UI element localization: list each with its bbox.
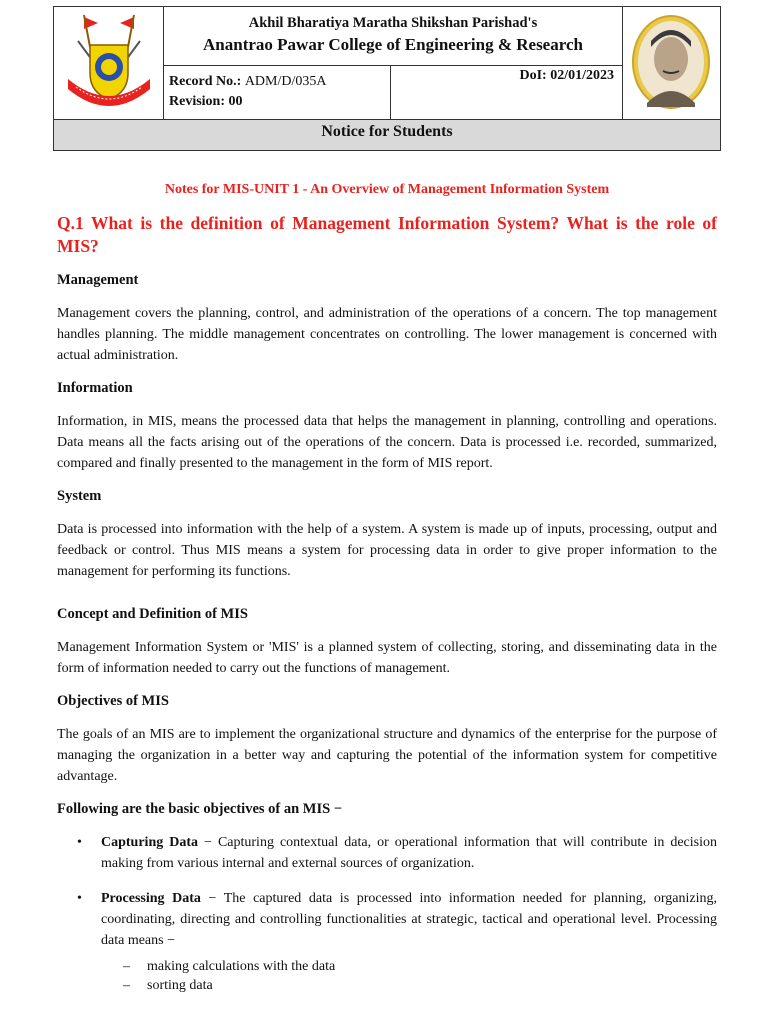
section-heading-management: Management [57,272,139,288]
notice-bar [54,119,720,150]
section-heading-objectives: Objectives of MIS [57,693,169,709]
founder-portrait-icon [623,7,719,117]
record-number [164,72,390,92]
photo-cell [622,7,720,119]
objective-text: − Capturing contextual data, or operational information that will contribute in decision making from various internal and external sources of organization. [101,835,717,871]
section-heading-concept: Concept and Definition of MIS [57,606,248,622]
section-body-concept: Management Information System or 'MIS' is a planned system of collecting, storing, and disseminating data in the form of information needed to carry out the functions of management. [57,640,717,676]
record-value: ADM/D/035A [244,74,327,89]
college-emblem-icon [54,7,164,119]
date-of-issue: DoI: 02/01/2023 [519,68,614,83]
doc-subtitle: Notes for MIS-UNIT 1 - An Overview of Management Information System [164,182,610,197]
doi-cell [391,65,622,119]
section-body-information: Information, in MIS, means the processed data that helps the management in planning, controlling and operations. Data means all the facts arising out of the operations of the concern. Data is processed i.e. recorded, summarized, compared and finally presented to the management in the form of MIS report. [57,414,717,471]
logo-cell [54,7,164,119]
org-name: Akhil Bharatiya Maratha Shikshan Parishad's [248,15,538,31]
revision [164,92,390,112]
document-body [57,182,717,1009]
list-item: – making calculations with the data [101,957,717,976]
list-item: – sorting data [101,976,717,995]
revision-value: 00 [228,94,243,109]
objective-term: Processing Data [101,891,201,906]
section-body-objectives: The goals of an MIS are to implement the organizational structure and dynamics of the enterprise for the purpose of managing the organization in a better way and capturing the potential of the information system for competitive advantage. [57,727,717,784]
question-heading: Q.1 What is the definition of Management Information System? What is the role of MIS? [57,213,717,256]
objective-text: − The captured data is processed into information needed for planning, organizing, coordinating, directing and controlling functionalities at strategic, tactical and operational level. Processing data means − [101,891,717,948]
processing-steps-list [101,957,717,995]
section-body-management: Management covers the planning, control, and administration of the operations of a concern. The top management handles planning. The middle management concentrates on controlling. The lower management is concerned with actual administration. [57,306,717,363]
objectives-list-heading: Following are the basic objectives of an MIS − [57,801,343,817]
notice-title: Notice for Students [321,123,453,140]
section-heading-information: Information [57,380,133,396]
college-name: Anantrao Pawar College of Engineering & Research [203,35,583,54]
document-header [53,6,721,151]
objective-term: Capturing Data [101,835,199,850]
objectives-list [57,832,717,995]
section-body-system: Data is processed into information with the help of a system. A system is made up of inputs, processing, output and feedback or control. Thus MIS means a system for processing data in order to give proper information to the management for performing its functions. [57,522,717,579]
list-item [57,832,717,874]
revision-label: Revision: [169,94,225,109]
record-label: Record No.: [169,74,242,89]
section-heading-system: System [57,488,102,504]
list-item [57,888,717,995]
record-cell [164,65,391,119]
title-cell [164,7,622,65]
